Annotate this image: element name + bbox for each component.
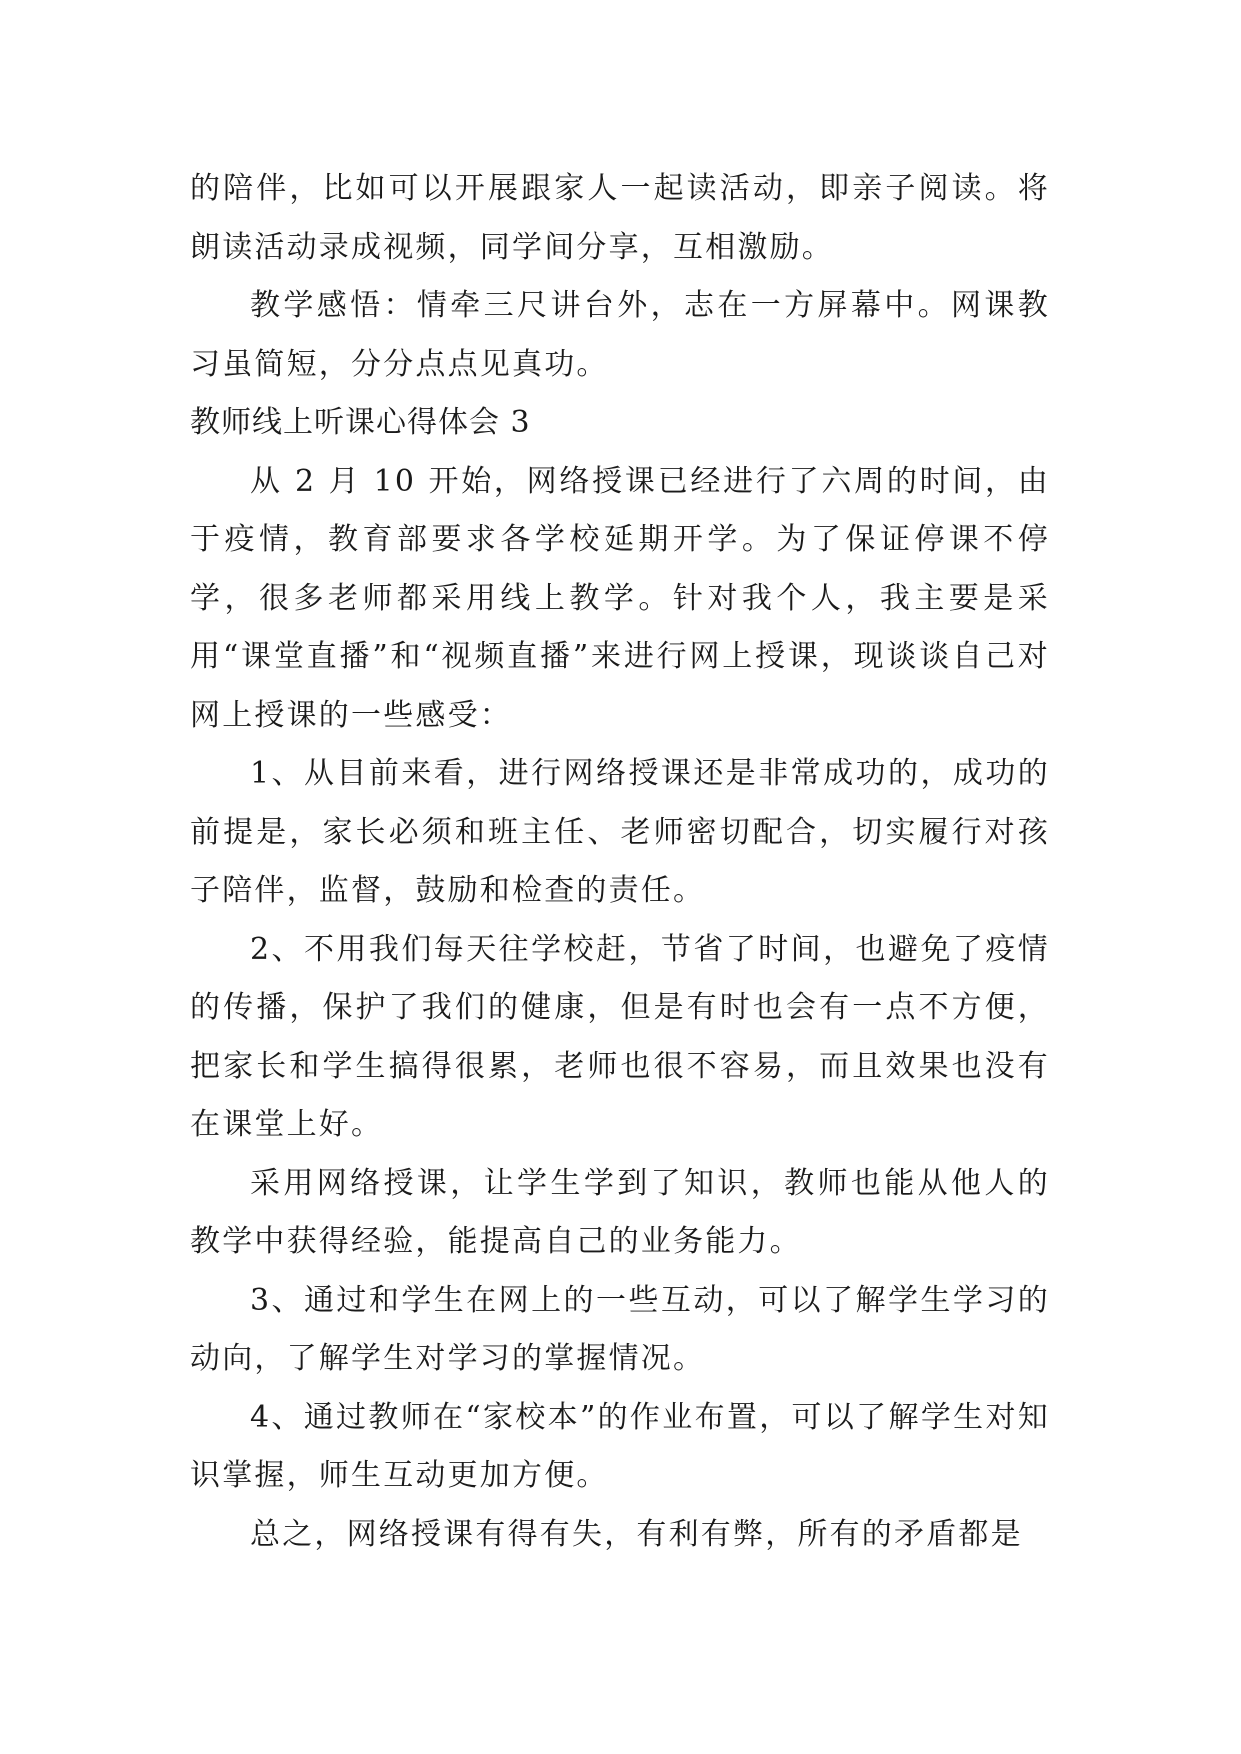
- paragraph-continuation: 的陪伴，比如可以开展跟家人一起读活动，即亲子阅读。将朗读活动录成视频，同学间分享，互相激励。: [190, 171, 1050, 265]
- paragraph-point-4: 4、通过教师在“家校本”的作业布置，可以了解学生对知识掌握，师生互动更加方便。: [190, 1399, 1050, 1493]
- paragraph-online-benefit: 采用网络授课，让学生学到了知识，教师也能从他人的教学中获得经验，能提高自己的业务能力。: [190, 1165, 1050, 1259]
- paragraph-conclusion: 总之，网络授课有得有失，有利有弊，所有的矛盾都是: [250, 1516, 1023, 1552]
- document-body: [190, 160, 1050, 1564]
- paragraph-point-1: 1、从目前来看，进行网络授课还是非常成功的，成功的前提是，家长必须和班主任、老师密切配合，切实履行对孩子陪伴，监督，鼓励和检查的责任。: [190, 756, 1050, 908]
- section-heading: 教师线上听课心得体会 3: [190, 405, 531, 440]
- paragraph-point-2: 2、不用我们每天往学校赶，节省了时间，也避免了疫情的传播，保护了我们的健康，但是有时也会有一点不方便，把家长和学生搞得很累，老师也很不容易，而且效果也没有在课堂上好。: [190, 931, 1050, 1142]
- paragraph-point-3: 3、通过和学生在网上的一些互动，可以了解学生学习的动向，了解学生对学习的掌握情况。: [190, 1282, 1050, 1376]
- paragraph-teaching-insight: 教学感悟：情牵三尺讲台外，志在一方屏幕中。网课教习虽简短，分分点点见真功。: [190, 288, 1050, 382]
- paragraph-intro: 从 2 月 10 开始，网络授课已经进行了六周的时间，由于疫情，教育部要求各学校延期开学。为了保证停课不停学，很多老师都采用线上教学。针对我个人，我主要是采用“课堂直播”和“视频直播”来进行网上授课，现谈谈自己对网上授课的一些感受：: [190, 463, 1050, 733]
